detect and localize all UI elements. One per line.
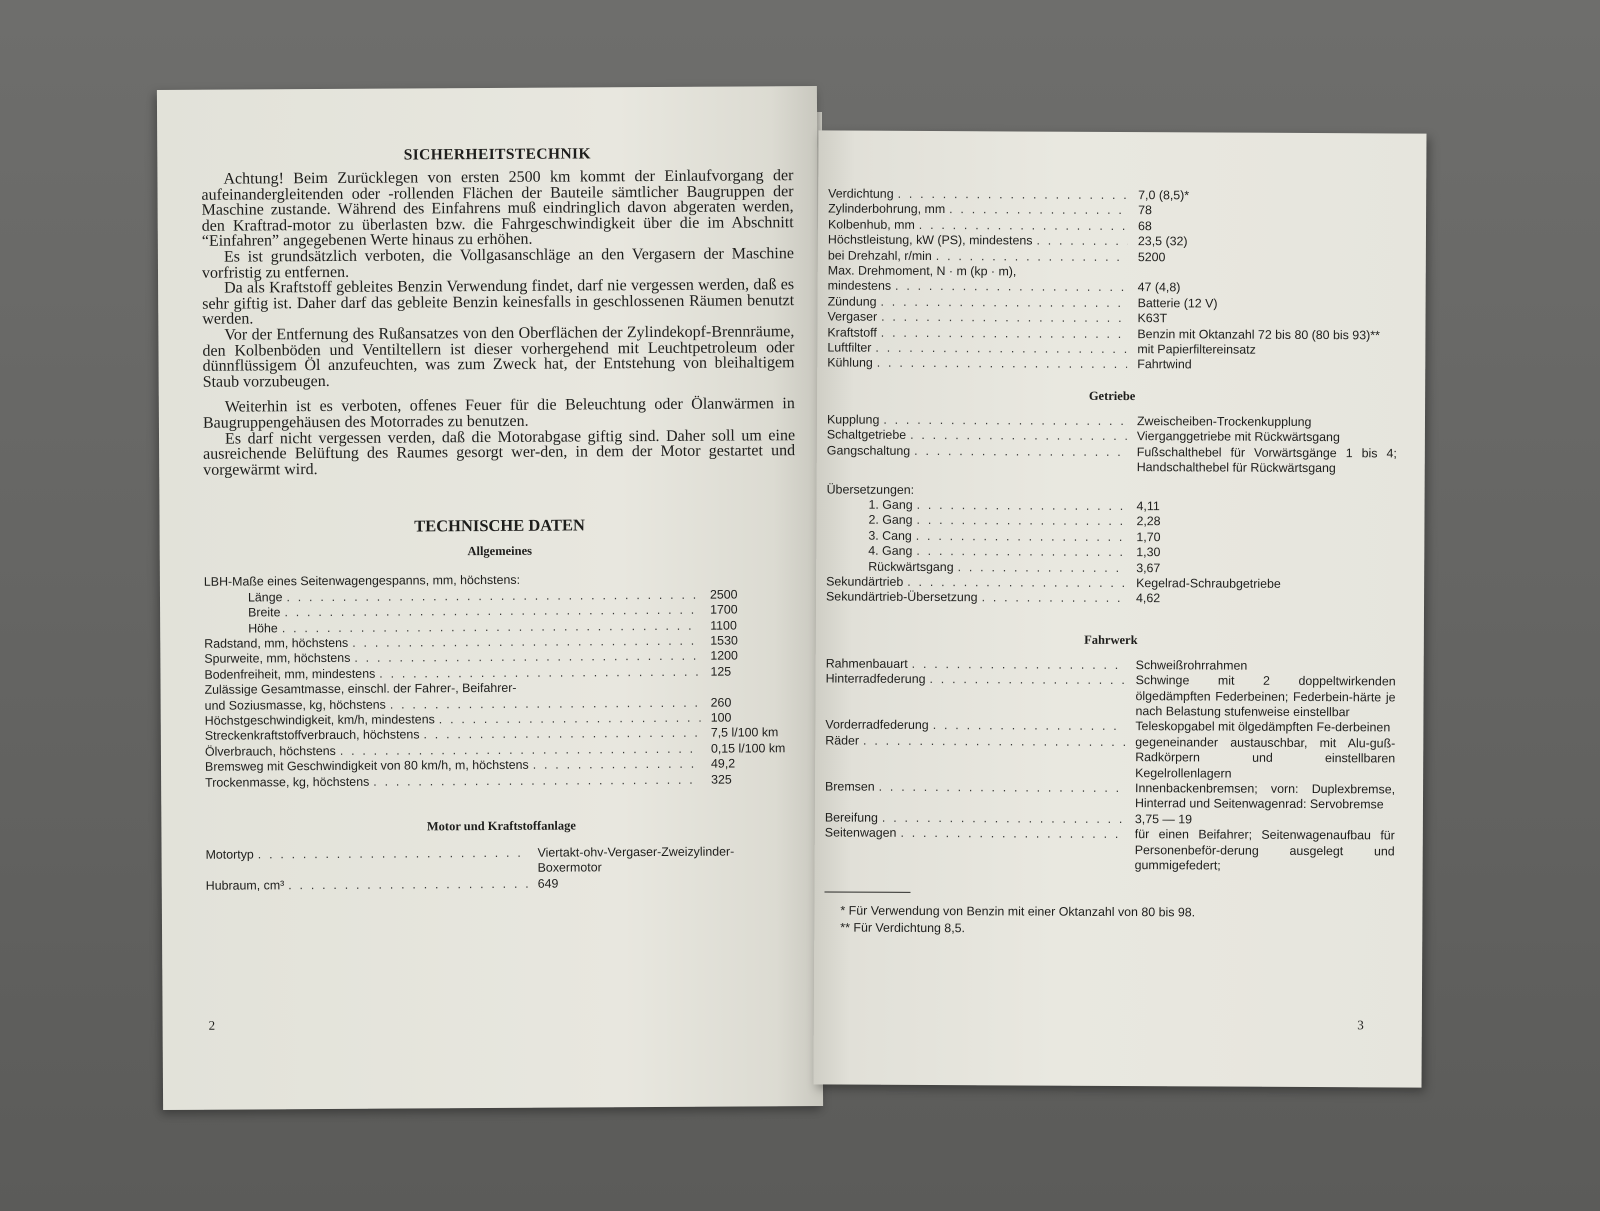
spec-label-text: Zylinderbohrung, mm — [828, 201, 946, 217]
dot-leader — [258, 846, 528, 863]
dot-leader — [439, 711, 701, 728]
dot-leader — [933, 718, 1126, 734]
spec-value: Batterie (12 V) — [1137, 295, 1218, 311]
spec-value: 1100 — [710, 617, 737, 633]
spec-label-text: Rückwärtsgang — [868, 559, 954, 574]
general-rows-2 — [205, 695, 798, 791]
spec-label-text: Verdichtung — [828, 186, 894, 201]
spec-label-text: Höchstleistung, kW (PS), mindestens — [827, 232, 1033, 248]
spec-label-text: Seitenwagen — [824, 825, 897, 841]
ratio-heading: Übersetzungen: — [826, 481, 915, 497]
spec-value: Schweißrohrrahmen — [1135, 657, 1248, 673]
spec-label-text: Sekundärtrieb — [826, 574, 904, 589]
spec-value: 1200 — [710, 648, 738, 663]
spec-value: für einen Beifahrer; Seitenwagenaufbau für Personenbeför-derung ausgelegt und gummigefedert; — [1134, 827, 1395, 873]
spec-label — [206, 846, 528, 863]
spec-label-text: Kolbenhub, mm — [827, 217, 915, 232]
spec-label-text: Trockenmasse, kg, höchstens — [205, 774, 370, 790]
spec-label — [828, 233, 1128, 250]
spec-label-text: Zündung — [827, 294, 877, 309]
dot-leader — [958, 560, 1127, 576]
motor-spec-table — [206, 844, 798, 894]
lbh-rows — [204, 587, 796, 637]
spec-label-text: Vergaser — [827, 309, 878, 324]
spec-value: Kegelrad-Schraubgetriebe — [1136, 576, 1281, 591]
spec-label-text: Luftfilter — [827, 340, 872, 355]
page-number-right: 3 — [1357, 1017, 1364, 1033]
dot-leader — [936, 249, 1128, 265]
dot-leader — [929, 672, 1125, 688]
spec-row — [825, 779, 1395, 813]
dot-leader — [379, 664, 700, 681]
spec-value: 100 — [710, 710, 732, 725]
spec-label — [825, 733, 1125, 750]
spec-value: 3,67 — [1136, 560, 1161, 575]
spec-row — [825, 826, 1395, 875]
fahrwerk-subtitle: Fahrwerk — [1084, 632, 1138, 647]
dot-leader — [883, 413, 1127, 430]
spec-label-text: Schaltgetriebe — [826, 427, 907, 443]
spec-label-text: bei Drehzahl, r/min — [827, 248, 932, 263]
dot-leader — [533, 757, 701, 773]
dot-leader — [914, 444, 1127, 461]
ratio-rows — [826, 497, 1396, 577]
page-number-left: 2 — [208, 1017, 216, 1033]
spec-label — [828, 217, 1128, 234]
left-page — [157, 86, 823, 1110]
spec-label-text: Höhe — [248, 620, 278, 635]
spec-value: 2,28 — [1136, 514, 1161, 529]
spec-value: Fahrtwind — [1137, 357, 1192, 372]
dot-leader — [916, 544, 1126, 561]
dot-leader — [881, 325, 1128, 342]
dot-leader — [373, 772, 701, 789]
spec-label-text: Ölverbrauch, höchstens — [204, 743, 336, 759]
dot-leader — [288, 877, 528, 894]
spec-label-text: mindestens — [827, 278, 892, 294]
spec-label — [826, 497, 1126, 514]
spec-label — [828, 279, 1128, 296]
spec-value: 7,5 l/100 km — [710, 725, 779, 740]
spec-label — [826, 574, 1126, 591]
spec-label — [827, 356, 1127, 373]
dot-leader — [912, 657, 1126, 674]
spec-label — [825, 826, 1125, 843]
spec-value: Innenbackenbremsen; vorn: Duplexbremse, Hinterrad und Seitenwagenrad: Servobremse — [1134, 781, 1396, 812]
dot-leader — [882, 811, 1125, 828]
spec-value: mit Papierfiltereinsatz — [1137, 342, 1256, 357]
spec-row — [825, 733, 1395, 782]
dot-leader — [916, 529, 1127, 546]
dot-leader — [423, 726, 700, 743]
spec-label — [828, 248, 1128, 265]
spec-value: 1700 — [710, 602, 738, 617]
spec-label-text: Kupplung — [826, 412, 880, 427]
spec-label-text: 4. Gang — [868, 543, 913, 559]
spec-label — [827, 428, 1127, 445]
dot-leader — [881, 310, 1127, 327]
engine-spec-table — [827, 186, 1398, 374]
spec-label — [826, 672, 1126, 689]
safety-paragraph: Weiterhin ist es verboten, offenes Feuer für die Beleuchtung oder Ölanwärmen in Baugruppengehäusen des Motorrades zu benutzen. — [202, 395, 795, 432]
safety-paragraph: Es ist grundsätzlich verboten, die Vollgasanschläge an den Vergasern der Maschine vorfristig zu entfernen. — [201, 245, 794, 282]
spec-value: 7,0 (8,5)* — [1138, 188, 1190, 203]
dot-leader — [875, 341, 1127, 358]
footnote-rule — [825, 892, 911, 893]
spec-row — [206, 844, 798, 878]
spec-label-text: und Soziusmasse, kg, höchstens — [204, 697, 386, 713]
spec-value: Viertakt-ohv-Vergaser-Zweizylinder-Boxermotor — [537, 844, 735, 876]
spec-label-text: Bremsen — [825, 779, 875, 794]
spec-label-text: Gangschaltung — [826, 443, 911, 458]
spec-value: 4,11 — [1136, 498, 1160, 514]
motor-subtitle: Motor und Kraftstoffanlage — [426, 818, 576, 834]
spec-value: 325 — [711, 772, 732, 787]
dot-leader — [879, 780, 1125, 797]
spec-row — [205, 772, 797, 791]
footnote: ** Für Verdichtung 8,5. — [840, 920, 966, 936]
spec-value: 1,70 — [1136, 529, 1161, 544]
spec-label-text: Kühlung — [827, 355, 873, 371]
mass-heading: Zulässige Gesamtmasse, einschl. der Fahrer-, Beifahrer- — [204, 680, 517, 697]
spec-value: 1,30 — [1136, 545, 1161, 560]
spec-row — [825, 672, 1395, 721]
dot-leader — [907, 575, 1126, 592]
general-spec-table — [204, 571, 797, 790]
spec-value: 23,5 (32) — [1137, 234, 1188, 249]
spec-label-text: Streckenkraftstoffverbrauch, höchstens — [204, 727, 420, 744]
spec-label-text: Bodenfreiheit, mm, mindestens — [204, 666, 376, 682]
safety-text — [201, 168, 795, 478]
dot-leader — [880, 295, 1127, 312]
dot-leader — [917, 513, 1127, 530]
spec-label-text: Hinterradfederung — [825, 671, 926, 687]
fahrwerk-spec-table — [825, 656, 1396, 875]
spec-label-text: Bereifung — [824, 810, 878, 825]
dot-leader — [863, 733, 1125, 750]
getriebe-spec-table — [826, 412, 1397, 608]
right-page — [814, 130, 1427, 1087]
spec-value: 1530 — [710, 633, 738, 648]
dot-leader — [910, 428, 1127, 445]
spec-row — [826, 590, 1396, 608]
spec-value: Schwinge mit 2 doppeltwirkenden ölgedämpften Federbeinen; Federbein-härte je nach Belastung stufenweise einstellbar — [1135, 673, 1396, 720]
spec-value: 49,2 — [710, 756, 736, 771]
spec-row — [827, 356, 1397, 374]
spec-label — [826, 656, 1126, 673]
spec-label-text: Breite — [248, 605, 281, 620]
spec-value: 3,75 — 19 — [1134, 811, 1193, 827]
torque-heading: Max. Drehmoment, N · m (kp · m), — [827, 263, 1017, 279]
spec-label-text: Vorderradfederung — [825, 717, 929, 733]
spec-label — [827, 341, 1127, 358]
getriebe-subtitle: Getriebe — [1088, 388, 1136, 403]
spec-value: 68 — [1137, 218, 1152, 233]
dot-leader — [900, 826, 1124, 843]
spec-row — [827, 443, 1397, 477]
spec-label-text: Länge — [247, 589, 283, 605]
spec-value: K63T — [1137, 311, 1168, 326]
lbh-heading: LBH-Maße eines Seitenwagengespanns, mm, höchstens: — [203, 573, 521, 590]
spec-label — [827, 310, 1127, 327]
spec-label — [826, 528, 1126, 545]
spec-value: Teleskopgabel mit ölgedämpften Fe-derbeinen — [1135, 719, 1391, 735]
spec-value: 649 — [537, 876, 559, 891]
spec-value: gegeneinander austauschbar, mit Alu-guß-Radkörpern und einstellbaren Kegelrollenlagern — [1135, 734, 1396, 781]
footnote: * Für Verwendung von Benzin mit einer Oktanzahl von 80 bis 98. — [840, 903, 1196, 920]
safety-paragraph: Es darf nicht vergessen verden, daß die Motorabgase giftig sind. Daher soll um eine ausreichende Belüftung des Raumes gesorgt wer-den, in dem der Motor gestartet und vorgewärmt wird. — [203, 426, 796, 479]
getriebe-rows-2 — [826, 574, 1396, 608]
spec-label — [827, 325, 1127, 342]
spec-label — [828, 294, 1128, 311]
spec-label-text: Höchstgeschwindigkeit, km/h, mindestens — [204, 712, 435, 728]
spec-label-text: Sekundärtrieb-Übersetzung — [826, 589, 978, 605]
spec-label — [825, 718, 1125, 735]
dot-leader — [898, 187, 1129, 204]
spec-value: 4,62 — [1136, 591, 1161, 606]
spec-label — [827, 443, 1127, 460]
spec-label-text: 1. Gang — [868, 497, 913, 512]
spec-label-text: Hubraum, cm³ — [205, 878, 285, 893]
spec-label — [826, 559, 1126, 576]
spec-label — [204, 664, 700, 682]
safety-paragraph: Da als Kraftstoff gebleites Benzin Verwendung findet, darf nie vergessen werden, daß es sehr giftig ist. Daher darf das gebleite Benzin keinesfalls in geschlossenen Räumen benutzt werden. — [202, 276, 795, 329]
engine-rows — [828, 186, 1398, 266]
tech-data-title: TECHNISCHE DATEN — [414, 515, 585, 536]
spec-label — [205, 772, 701, 790]
spec-label-text: Rahmenbauart — [825, 656, 908, 671]
spec-label-text: Räder — [825, 733, 860, 748]
spec-label — [206, 877, 528, 894]
spec-value: 47 (4,8) — [1137, 280, 1181, 295]
spec-value: 2500 — [709, 587, 738, 602]
dot-leader — [895, 279, 1128, 296]
spec-value: Vierganggetriebe mit Rückwärtsgang — [1136, 429, 1340, 445]
spec-value: 5200 — [1137, 249, 1166, 264]
spec-row — [206, 875, 798, 894]
spec-label-text: Kraftstoff — [827, 325, 877, 340]
spec-label — [826, 544, 1126, 561]
spec-value: 0,15 l/100 km — [710, 740, 786, 756]
general-rows — [204, 633, 796, 683]
spec-value: 125 — [710, 664, 732, 679]
section-title-safety: SICHERHEITSTECHNIK — [403, 145, 591, 164]
spec-label — [827, 412, 1127, 429]
spec-label-text: 3. Cang — [868, 528, 912, 543]
dot-leader — [877, 356, 1128, 373]
spec-value: Benzin mit Oktanzahl 72 bis 80 (80 bis 93)** — [1137, 326, 1380, 343]
spec-value: 260 — [710, 695, 732, 710]
spec-label — [825, 810, 1125, 827]
spec-label — [828, 186, 1128, 203]
dot-leader — [1036, 234, 1128, 250]
safety-paragraph: Vor der Entfernung des Rußansatzes von den Oberflächen der Zylindekopf-Brennräume, den Kolbenböden und Ventiltellern ist dieser vorhergehend mit Leuchtpetroleum oder dünnflüssigem Öl anzufeuchten, was zum Zweck hat, der Entstehung von bleihaltigem Staub vorzubeugen. — [202, 323, 795, 391]
spec-value: 78 — [1138, 203, 1152, 218]
dot-leader — [917, 498, 1127, 515]
dot-leader — [919, 218, 1128, 235]
spec-label — [828, 202, 1128, 219]
safety-paragraph: Achtung! Beim Zurücklegen von ersten 2500 km kommt der Einlaufvorgang der aufeinandergleitenden oder -rollenden Flächen der Bauteile sämtlicher Baugruppen der Maschine zustande. Während des Einfahrens muß eindringlich davon abgeraten werden, den Kraftrad-motor zu überlasten bzw. die Fahrgeschwindigkeit über die im Abschnitt “Einfahren” angegebenen Werte hinaus zu erhöhen. — [201, 167, 794, 251]
engine-rows-2 — [827, 279, 1397, 374]
dot-leader — [949, 203, 1128, 219]
spec-label-text: Spurweite, mm, höchstens — [204, 651, 351, 667]
dot-leader — [982, 591, 1127, 607]
spec-label-text: Radstand, mm, höchstens — [204, 635, 349, 651]
spec-label — [825, 779, 1125, 796]
spec-label-text: 2. Gang — [868, 512, 913, 528]
spec-label-text: Bremsweg mit Geschwindigkeit von 80 km/h, m, höchstens — [204, 757, 529, 774]
getriebe-rows — [827, 412, 1397, 477]
spec-label-text: Motortyp — [205, 847, 254, 862]
spec-value: Zweischeiben-Trockenkupplung — [1136, 413, 1312, 429]
spec-value: Fußschalthebel für Vorwärtsgänge 1 bis 4; Handschalthebel für Rückwärtsgang — [1136, 444, 1397, 476]
spec-label — [826, 590, 1126, 607]
general-subtitle: Allgemeines — [467, 544, 533, 559]
spec-label — [826, 513, 1126, 530]
